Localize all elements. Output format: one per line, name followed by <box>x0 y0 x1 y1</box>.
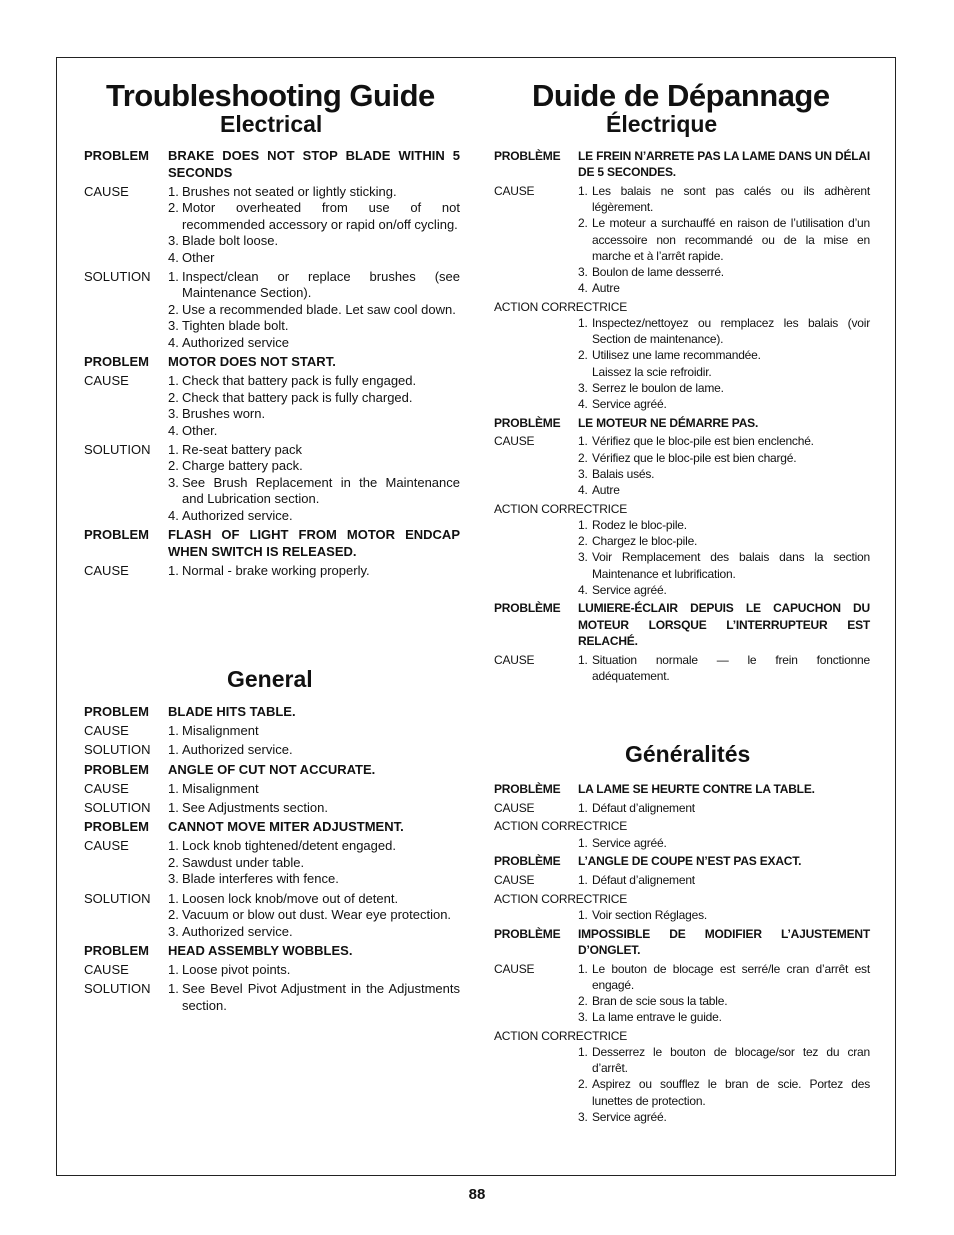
item-number: 3. <box>578 550 588 565</box>
item-number: 1. <box>168 441 179 457</box>
item-number: 1. <box>578 800 588 815</box>
electrical-heading-fr: Électrique <box>606 111 718 137</box>
cause-list <box>578 800 870 816</box>
item-number: 1. <box>578 517 588 532</box>
list-item <box>168 302 460 319</box>
problem-label: PROBLÈME <box>494 854 561 869</box>
item-number: 2. <box>168 907 179 922</box>
problem-text: LUMIERE-ÉCLAIR DEPUIS LE CAPUCHON DU MOTEUR LORSQUE L’INTERRUPTEUR EST RELACHÉ. <box>578 601 870 648</box>
item-number: 1. <box>168 268 179 284</box>
item-number: 4. <box>578 397 588 412</box>
item-number: 1. <box>578 907 588 922</box>
item-text: Autre <box>592 483 620 498</box>
problem-entry <box>494 600 870 649</box>
solution-list <box>578 517 870 598</box>
cause-list <box>168 373 460 439</box>
electrical-heading: Electrical <box>220 111 323 137</box>
item-text: Les balais ne sont pas calés ou ils adhèrent légèrement. <box>592 183 870 215</box>
cause-list <box>578 433 870 498</box>
item-number: 1. <box>578 835 588 850</box>
item-number: 1. <box>168 562 179 578</box>
list-item <box>168 458 460 475</box>
solution-label: SOLUTION <box>84 890 151 906</box>
item-text: Service agréé. <box>592 397 667 412</box>
problem-entry <box>84 148 460 181</box>
list-item <box>168 442 460 459</box>
solution-list <box>168 800 460 817</box>
item-number: 1. <box>168 183 179 199</box>
cause-list <box>578 872 870 888</box>
problem-text: L’ANGLE DE COUPE N’EST PAS EXACT. <box>578 854 802 869</box>
solution-label: ACTION CORRECTRICE <box>494 299 628 314</box>
list-item <box>168 233 460 250</box>
item-text: Rodez le bloc-pile. <box>592 517 687 532</box>
item-number: 1. <box>168 981 179 997</box>
problem-entry <box>84 354 460 371</box>
item-number: 4. <box>168 249 179 265</box>
list-item <box>578 433 870 449</box>
item-number: 2. <box>168 389 179 405</box>
item-text: Use a recommended blade. Let saw cool down. <box>182 301 456 317</box>
cause-entry <box>494 800 870 816</box>
problem-entry <box>494 415 870 431</box>
item-number: 3. <box>168 871 179 887</box>
list-item <box>578 1044 870 1076</box>
item-text: Vérifiez que le bloc-pile est bien enclenché. <box>592 434 814 449</box>
item-number: 2. <box>578 534 588 549</box>
item-number: 3. <box>578 1010 588 1025</box>
cause-label: CAUSE <box>494 800 535 815</box>
electrical-section-fr <box>494 148 870 687</box>
list-item <box>168 800 460 817</box>
item-text: Le bouton de blocage est serré/le cran d’arrêt est engagé. <box>592 961 870 992</box>
page-number: 88 <box>468 1186 486 1203</box>
cause-entry <box>494 183 870 296</box>
item-text: Check that battery pack is fully charged. <box>182 389 413 405</box>
electrical-section <box>84 148 460 582</box>
problem-label: PROBLEM <box>84 942 149 958</box>
cause-label: CAUSE <box>84 183 129 199</box>
item-number: 1. <box>168 961 179 977</box>
item-text: Desserrez le bouton de blocage/sor tez du cran d’arrêt. <box>592 1045 870 1076</box>
item-text: Tighten blade bolt. <box>182 318 289 334</box>
list-item <box>168 838 460 855</box>
item-text: Voir Remplacement des balais dans la section Maintenance et lubrification. <box>592 550 870 581</box>
list-item <box>578 280 870 296</box>
item-text: Voir section Réglages. <box>592 907 708 922</box>
list-item <box>168 475 460 508</box>
list-item <box>578 582 870 598</box>
cause-label: CAUSE <box>494 873 535 888</box>
item-text: Service agréé. <box>592 835 667 850</box>
item-number: 3. <box>168 474 179 490</box>
list-item <box>168 184 460 201</box>
list-item <box>168 781 460 798</box>
item-number: 4. <box>578 582 588 597</box>
list-item <box>578 907 870 923</box>
list-item <box>168 981 460 1014</box>
item-number: 1. <box>168 799 179 815</box>
solution-entry <box>494 1028 870 1125</box>
item-text: Boulon de lame desserré. <box>592 264 724 279</box>
solution-entry <box>494 818 870 850</box>
item-number: 2. <box>578 1077 588 1092</box>
solution-entry <box>84 742 460 759</box>
cause-label: CAUSE <box>84 373 129 389</box>
solution-list <box>168 269 460 352</box>
item-text: Brushes worn. <box>182 406 266 422</box>
cause-label: CAUSE <box>494 183 535 198</box>
problem-label: PROBLEM <box>84 354 149 370</box>
problem-label: PROBLEM <box>84 704 149 719</box>
cause-entry <box>494 961 870 1026</box>
item-text: Other <box>182 249 215 265</box>
problem-text: HEAD ASSEMBLY WOBBLES. <box>168 942 353 958</box>
solution-label: ACTION CORRECTRICE <box>494 891 628 906</box>
item-text: Inspectez/nettoyez ou remplacez les balais (voir Section de maintenance). <box>592 316 870 347</box>
item-text: Lock knob tightened/detent engaged. <box>182 838 396 854</box>
item-number: 1. <box>168 742 179 758</box>
problem-label: PROBLÈME <box>494 415 561 430</box>
item-number: 2. <box>168 200 179 216</box>
list-item <box>578 993 870 1009</box>
item-text: Check that battery pack is fully engaged. <box>182 373 417 389</box>
solution-entry <box>84 269 460 352</box>
item-text: See Brush Replacement in the Maintenance and Lubrication section. <box>182 474 460 507</box>
list-item <box>168 907 460 924</box>
list-item <box>168 335 460 352</box>
cause-list <box>168 781 460 798</box>
item-number: 1. <box>168 838 179 854</box>
cause-entry <box>84 838 460 888</box>
item-text: Blade interferes with fence. <box>182 871 339 887</box>
guide-title-fr: Duide de Dépannage <box>532 78 830 113</box>
list-item <box>578 1109 870 1125</box>
item-text: Charge battery pack. <box>182 458 303 474</box>
item-number: 1. <box>578 961 588 976</box>
cause-list <box>578 652 870 684</box>
list-item <box>168 269 460 302</box>
item-text: Re-seat battery pack <box>182 441 302 457</box>
item-text: Autre <box>592 281 620 296</box>
item-text: Authorized service. <box>182 742 293 758</box>
item-text: Authorized service <box>182 334 289 350</box>
general-section <box>84 704 460 1017</box>
general-heading-fr: Généralités <box>625 741 751 767</box>
problem-text: MOTOR DOES NOT START. <box>168 354 336 370</box>
cause-entry <box>84 563 460 580</box>
item-number: 3. <box>578 1109 588 1124</box>
solution-label: SOLUTION <box>84 799 151 815</box>
solution-entry <box>84 891 460 941</box>
solution-label: SOLUTION <box>84 441 151 457</box>
solution-label: ACTION CORRECTRICE <box>494 501 628 516</box>
problem-text: LE FREIN N’ARRETE PAS LA LAME DANS UN DÉLAI DE 5 SECONDES. <box>578 149 870 180</box>
list-item <box>168 723 460 740</box>
problem-text: BRAKE DOES NOT STOP BLADE WITHIN 5 SECONDS <box>168 148 460 180</box>
cause-label: CAUSE <box>84 780 129 796</box>
solution-label: ACTION CORRECTRICE <box>494 819 628 834</box>
item-number: 1. <box>578 434 588 449</box>
solution-entry <box>84 442 460 525</box>
solution-entry <box>494 501 870 598</box>
cause-list <box>168 838 460 888</box>
cause-entry <box>494 652 870 684</box>
solution-list <box>578 315 870 412</box>
item-text: Utilisez une lame recommandée. Laissez la scie refroidir. <box>592 348 761 379</box>
list-item <box>168 924 460 941</box>
problem-text: CANNOT MOVE MITER ADJUSTMENT. <box>168 819 404 835</box>
item-text: Serrez le boulon de lame. <box>592 380 724 395</box>
item-number: 1. <box>168 780 179 796</box>
list-item <box>578 183 870 215</box>
cause-entry <box>494 433 870 498</box>
problem-entry <box>494 853 870 869</box>
guide-title: Troubleshooting Guide <box>106 78 435 113</box>
item-text: Défaut d’alignement <box>592 800 695 815</box>
item-text: Brushes not seated or lightly sticking. <box>182 183 397 199</box>
item-number: 1. <box>578 316 588 331</box>
cause-entry <box>84 184 460 267</box>
item-text: Aspirez ou soufflez le bran de scie. Portez des lunettes de protection. <box>592 1077 870 1108</box>
solution-entry <box>84 800 460 817</box>
problem-label: PROBLEM <box>84 148 149 163</box>
item-text: Inspect/clean or replace brushes (see Maintenance Section). <box>182 268 460 301</box>
solution-list <box>168 742 460 759</box>
list-item <box>578 961 870 993</box>
item-number: 4. <box>578 281 588 296</box>
item-number: 3. <box>168 923 179 939</box>
item-text: Authorized service. <box>182 923 293 939</box>
list-item <box>168 318 460 335</box>
item-number: 3. <box>578 466 588 481</box>
problem-label: PROBLÈME <box>494 601 561 616</box>
cause-label: CAUSE <box>494 652 535 667</box>
problem-entry <box>494 781 870 797</box>
item-number: 2. <box>168 458 179 474</box>
item-text: Chargez le bloc-pile. <box>592 534 698 549</box>
item-text: Loose pivot points. <box>182 961 291 977</box>
list-item <box>168 508 460 525</box>
list-item <box>578 549 870 581</box>
cause-label: CAUSE <box>84 838 129 854</box>
problem-entry <box>84 762 460 779</box>
item-number: 3. <box>168 406 179 422</box>
cause-label: CAUSE <box>84 723 129 739</box>
cause-entry <box>84 723 460 740</box>
item-number: 1. <box>578 873 588 888</box>
problem-entry <box>84 527 460 560</box>
item-number: 2. <box>578 450 588 465</box>
problem-entry <box>494 148 870 180</box>
solution-list <box>578 1044 870 1125</box>
list-item <box>578 835 870 851</box>
item-text: Bran de scie sous la table. <box>592 993 728 1008</box>
list-item <box>578 264 870 280</box>
item-text: La lame entrave le guide. <box>592 1010 722 1025</box>
item-number: 4. <box>168 507 179 523</box>
solution-list <box>578 835 870 851</box>
cause-label: CAUSE <box>494 434 535 449</box>
item-text: See Bevel Pivot Adjustment in the Adjustments section. <box>182 981 460 1013</box>
cause-label: CAUSE <box>84 562 129 578</box>
list-item <box>578 315 870 347</box>
list-item <box>578 215 870 264</box>
list-item <box>578 1076 870 1108</box>
problem-text: IMPOSSIBLE DE MODIFIER L’AJUSTEMENT D’ONGLET. <box>578 926 870 957</box>
problem-entry <box>494 926 870 958</box>
item-text: Service agréé. <box>592 582 667 597</box>
item-number: 1. <box>578 183 588 198</box>
solution-label: SOLUTION <box>84 981 151 997</box>
list-item <box>578 800 870 816</box>
list-item <box>578 482 870 498</box>
cause-entry <box>84 962 460 979</box>
list-item <box>168 250 460 267</box>
cause-list <box>578 183 870 296</box>
solution-entry <box>84 981 460 1014</box>
cause-list <box>168 184 460 267</box>
problem-text: FLASH OF LIGHT FROM MOTOR ENDCAP WHEN SWITCH IS RELEASED. <box>168 527 460 559</box>
general-heading: General <box>227 666 313 692</box>
list-item <box>168 373 460 390</box>
solution-list <box>578 907 870 923</box>
problem-entry <box>84 819 460 836</box>
list-item <box>578 517 870 533</box>
solution-label: SOLUTION <box>84 742 151 758</box>
item-text: Other. <box>182 422 218 438</box>
item-number: 1. <box>168 373 179 389</box>
item-text: Misalignment <box>182 780 259 796</box>
item-text: Blade bolt loose. <box>182 233 279 249</box>
problem-entry <box>84 943 460 960</box>
list-item <box>168 423 460 440</box>
list-item <box>168 563 460 580</box>
item-number: 2. <box>168 854 179 870</box>
list-item <box>168 390 460 407</box>
list-item <box>578 533 870 549</box>
cause-label: CAUSE <box>84 961 129 977</box>
cause-entry <box>84 373 460 439</box>
problem-text: ANGLE OF CUT NOT ACCURATE. <box>168 761 376 777</box>
problem-label: PROBLÈME <box>494 782 561 796</box>
problem-label: PROBLEM <box>84 819 149 835</box>
list-item <box>578 347 870 379</box>
general-section-fr <box>494 781 870 1128</box>
item-number: 2. <box>578 216 588 231</box>
list-item <box>578 396 870 412</box>
item-text: Balais usés. <box>592 466 655 481</box>
solution-entry <box>494 891 870 923</box>
problem-text: LE MOTEUR NE DÉMARRE PAS. <box>578 415 759 430</box>
item-text: Défaut d’alignement <box>592 873 695 888</box>
list-item <box>168 891 460 908</box>
item-number: 2. <box>168 301 179 317</box>
cause-list <box>168 962 460 979</box>
item-text: Vérifiez que le bloc-pile est bien chargé. <box>592 450 797 465</box>
item-text: Normal - brake working properly. <box>182 562 370 578</box>
solution-list <box>168 981 460 1014</box>
cause-list <box>578 961 870 1026</box>
item-text: Loosen lock knob/move out of detent. <box>182 890 399 906</box>
item-number: 1. <box>168 890 179 906</box>
item-number: 1. <box>578 652 588 667</box>
solution-entry <box>494 299 870 412</box>
item-text: Motor overheated from use of not recommended accessory or rapid on/off cycling. <box>182 200 460 232</box>
list-item <box>168 200 460 233</box>
problem-label: PROBLÈME <box>494 149 561 163</box>
list-item <box>578 466 870 482</box>
list-item <box>578 450 870 466</box>
cause-entry <box>494 872 870 888</box>
list-item <box>578 652 870 684</box>
item-number: 3. <box>578 380 588 395</box>
cause-list <box>168 723 460 740</box>
item-number: 3. <box>168 318 179 334</box>
item-text: Sawdust under table. <box>182 854 305 870</box>
cause-entry <box>84 781 460 798</box>
problem-label: PROBLÈME <box>494 926 561 941</box>
list-item <box>168 742 460 759</box>
list-item <box>168 962 460 979</box>
solution-list <box>168 442 460 525</box>
problem-text: LA LAME SE HEURTE CONTRE LA TABLE. <box>578 782 815 796</box>
list-item <box>578 1009 870 1025</box>
list-item <box>578 872 870 888</box>
solution-label: SOLUTION <box>84 268 151 284</box>
item-number: 3. <box>168 233 179 249</box>
item-number: 4. <box>578 483 588 498</box>
problem-entry <box>84 704 460 721</box>
item-text: See Adjustments section. <box>182 799 328 815</box>
item-text: Vacuum or blow out dust. Wear eye protection. <box>182 907 452 922</box>
item-number: 4. <box>168 422 179 438</box>
item-text: Authorized service. <box>182 507 293 523</box>
list-item <box>578 380 870 396</box>
solution-label: ACTION CORRECTRICE <box>494 1028 628 1043</box>
item-number: 1. <box>168 723 179 739</box>
cause-list <box>168 563 460 580</box>
list-item <box>168 406 460 423</box>
item-text: Situation normale — le frein fonctionne adéquatement. <box>592 652 870 683</box>
item-number: 2. <box>578 348 588 363</box>
item-number: 3. <box>578 264 588 279</box>
item-text: Le moteur a surchauffé en raison de l’utilisation d’un accessoire non recommandé ou de la mise en marche et à l’arrêt rapide. <box>592 216 870 263</box>
problem-label: PROBLEM <box>84 527 149 543</box>
item-text: Service agréé. <box>592 1109 667 1124</box>
problem-label: PROBLEM <box>84 761 149 777</box>
solution-list <box>168 891 460 941</box>
item-text: Misalignment <box>182 723 259 739</box>
item-number: 1. <box>578 1045 588 1060</box>
cause-label: CAUSE <box>494 961 535 976</box>
list-item <box>168 871 460 888</box>
problem-text: BLADE HITS TABLE. <box>168 704 296 719</box>
item-number: 4. <box>168 334 179 350</box>
list-item <box>168 855 460 872</box>
item-number: 2. <box>578 993 588 1008</box>
